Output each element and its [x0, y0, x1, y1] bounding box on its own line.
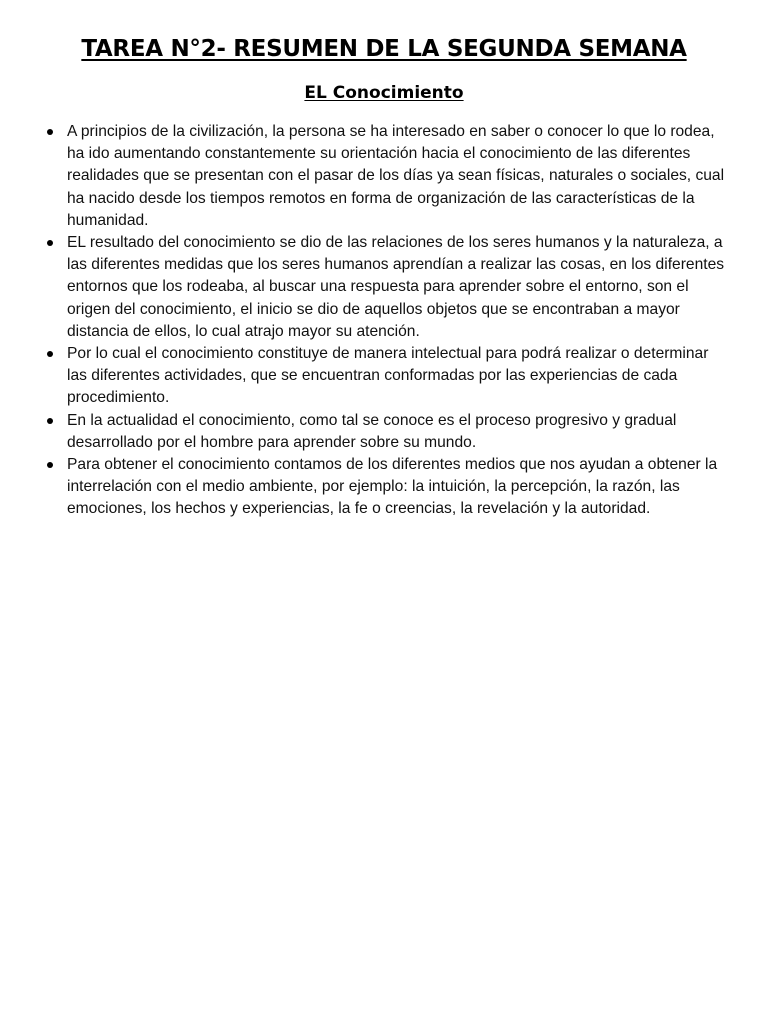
list-item: [42, 454, 732, 521]
bullet-icon: [47, 129, 53, 135]
list-item-text: EL resultado del conocimiento se dio de las relaciones de los seres humanos y la naturaleza, a las diferentes medidas que los seres humanos aprendían a realizar las cosas, en los diferentes entornos que los rodeaba, al buscar una respuesta para aprender sobre el entorno, son el origen del conocimiento, el inicio se dio de aquellos objetos que se encontraban a mayor distancia de ellos, lo cual atrajo mayor su atención.: [67, 234, 725, 340]
section-heading: EL Conocimiento: [304, 83, 464, 103]
bullet-icon: [47, 418, 53, 424]
list-item-text: Por lo cual el conocimiento constituye de manera intelectual para podrá realizar o determinar las diferentes actividades, que se encuentran conformadas por las experiencias de cada procedimiento.: [67, 345, 709, 407]
list-item-text: A principios de la civilización, la persona se ha interesado en saber o conocer lo que lo rodea, ha ido aumentando constantemente su orientación hacia el conocimiento de las diferentes realidades que se presentan con el pasar de los días ya sean físicas, naturales o sociales, cual ha nacido desde los tiempos remotos en forma de organización de las características de la humanidad.: [67, 123, 725, 229]
bullet-icon: [47, 462, 53, 468]
bullet-icon: [47, 240, 53, 246]
list-item: [42, 343, 732, 410]
list-item: [42, 410, 732, 454]
list-item: [42, 121, 732, 232]
list-item: [42, 232, 732, 343]
list-item-text: Para obtener el conocimiento contamos de los diferentes medios que nos ayudan a obtener la interrelación con el medio ambiente, por ejemplo: la intuición, la percepción, la razón, las emociones, los hechos y experiencias, la fe o creencias, la revelación y la autoridad.: [67, 456, 718, 518]
bullet-list: [42, 121, 732, 521]
list-item-text: En la actualidad el conocimiento, como tal se conoce es el proceso progresivo y gradual desarrollado por el hombre para aprender sobre su mundo.: [67, 411, 677, 451]
document-title: TAREA N°2- RESUMEN DE LA SEGUNDA SEMANA: [81, 36, 687, 62]
bullet-icon: [47, 351, 53, 357]
